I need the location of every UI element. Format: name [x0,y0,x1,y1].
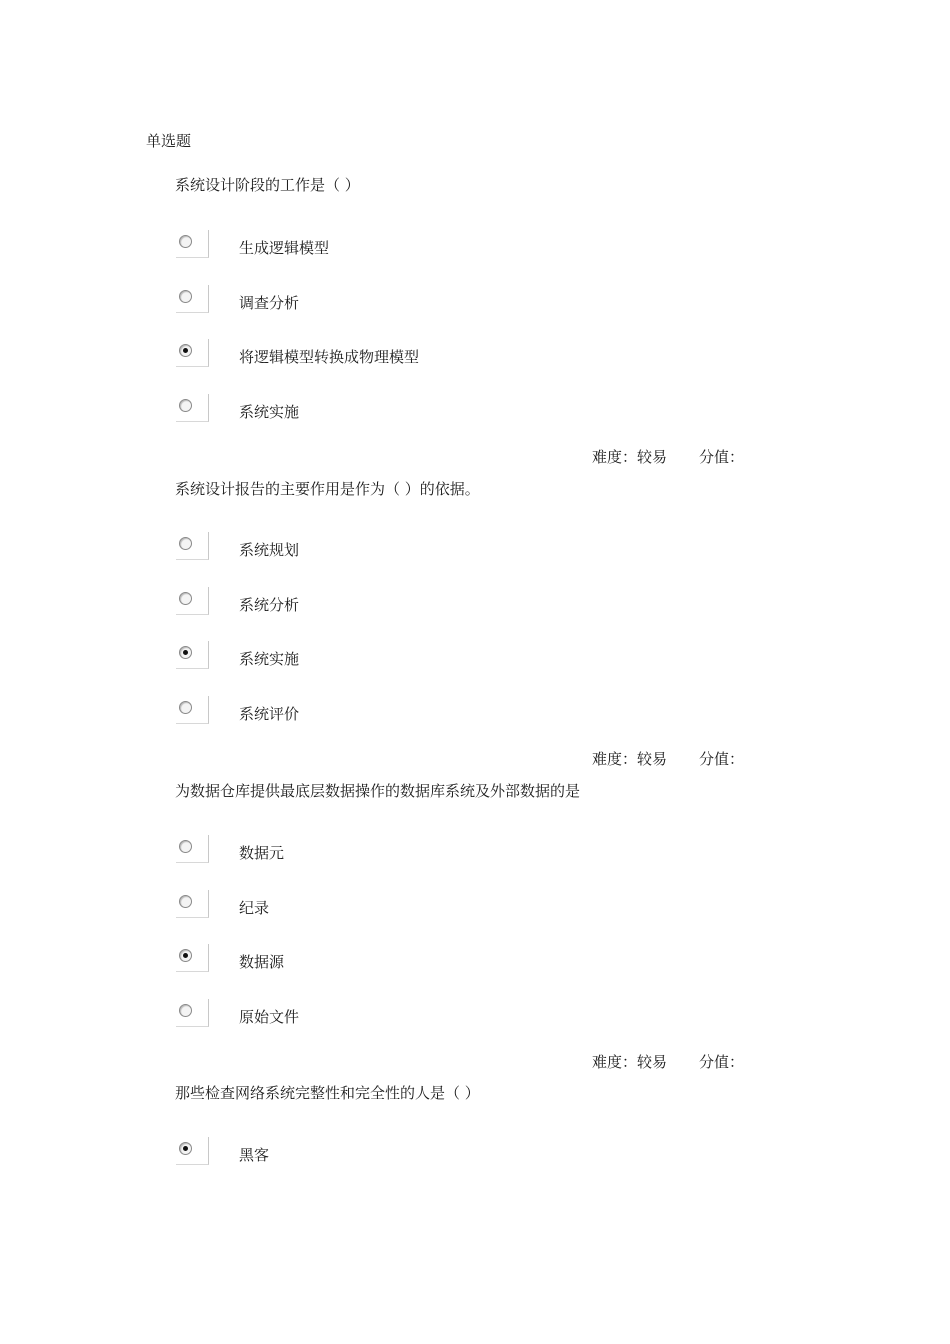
question-3-option-3[interactable] [176,944,676,974]
option-label: 黑客 [239,1146,270,1164]
radio-button-icon[interactable] [179,1004,192,1017]
question-3-meta [592,1051,744,1072]
question-3-option-1[interactable] [176,835,676,865]
question-2-meta [592,748,744,769]
question-4-option-1[interactable] [176,1137,676,1167]
radio-button-icon[interactable] [179,592,192,605]
radio-button-icon[interactable] [179,701,192,714]
radio-button-icon[interactable] [179,290,192,303]
question-4-text: 那些检查网络系统完整性和完全性的人是（ ） [175,1084,480,1102]
question-2-option-4[interactable] [176,696,676,726]
option-label: 系统实施 [239,650,300,668]
question-2-text: 系统设计报告的主要作用是作为（ ）的依据。 [175,480,480,498]
question-1-option-1[interactable] [176,230,676,260]
question-2-option-3[interactable] [176,641,676,671]
question-2-option-2[interactable] [176,587,676,617]
radio-button-icon[interactable] [179,537,192,550]
question-1-text: 系统设计阶段的工作是（ ） [175,176,360,194]
option-label: 系统实施 [239,403,300,421]
question-3-option-2[interactable] [176,890,676,920]
radio-button-icon[interactable] [179,399,192,412]
option-label: 数据元 [239,844,285,862]
question-3-option-4[interactable] [176,999,676,1029]
option-label: 数据源 [239,953,285,971]
difficulty-label: 难度：较易 [592,750,668,768]
option-label: 原始文件 [239,1008,300,1026]
option-label: 纪录 [239,899,270,917]
option-label: 系统规划 [239,541,300,559]
radio-button-icon[interactable] [179,235,192,248]
option-label: 生成逻辑模型 [239,239,330,257]
radio-button-icon[interactable] [179,840,192,853]
question-1-option-3[interactable] [176,339,676,369]
option-label: 调查分析 [239,294,300,312]
question-2-option-1[interactable] [176,532,676,562]
difficulty-label: 难度：较易 [592,448,668,466]
radio-button-checked-icon[interactable] [179,1142,192,1155]
score-label: 分值： [699,448,745,466]
section-title: 单选题 [146,132,192,150]
option-label: 将逻辑模型转换成物理模型 [239,348,420,366]
radio-button-checked-icon[interactable] [179,646,192,659]
option-label: 系统评价 [239,705,300,723]
question-1-option-2[interactable] [176,285,676,315]
question-3-text: 为数据仓库提供最底层数据操作的数据库系统及外部数据的是 [175,782,581,800]
option-label: 系统分析 [239,596,300,614]
score-label: 分值： [699,1053,745,1071]
score-label: 分值： [699,750,745,768]
question-1-option-4[interactable] [176,394,676,424]
question-1-meta [592,446,744,467]
difficulty-label: 难度：较易 [592,1053,668,1071]
radio-button-icon[interactable] [179,895,192,908]
radio-button-checked-icon[interactable] [179,949,192,962]
radio-button-checked-icon[interactable] [179,344,192,357]
